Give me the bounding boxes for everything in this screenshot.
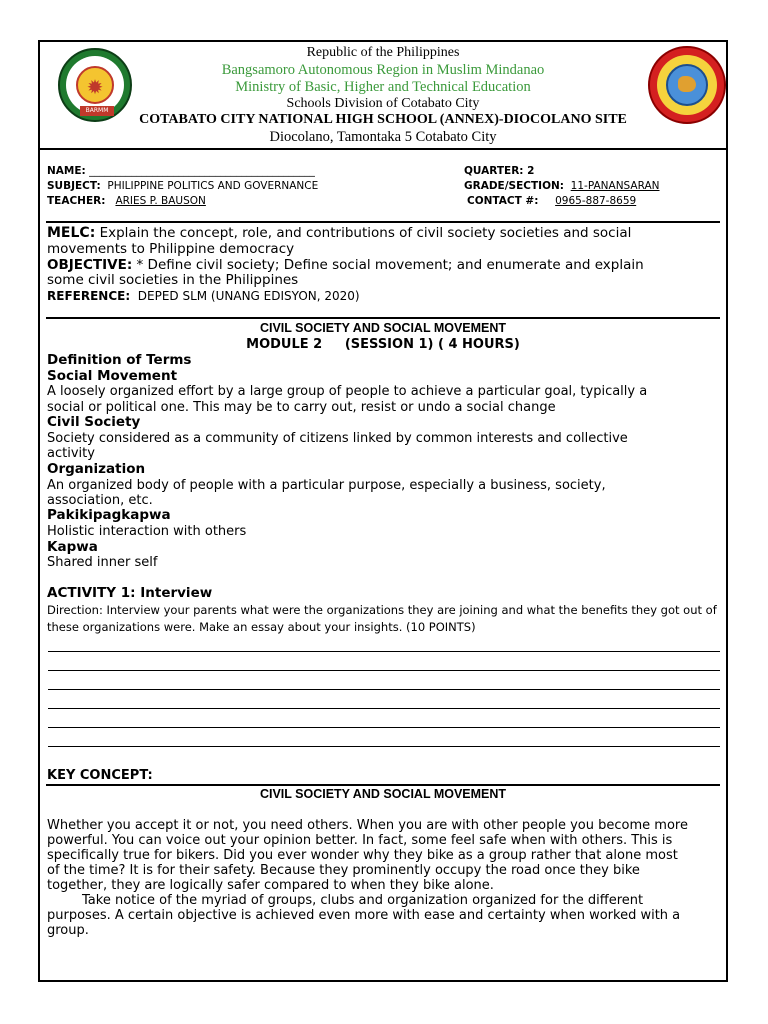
melc-line1: MELC: Explain the concept, role, and contributions of civil society societies and social [47,225,632,241]
para1-line1: Whether you accept it or not, you need others. When you are with other people you become more [47,818,688,833]
def-civil-society-2: activity [47,446,95,461]
module-title: CIVIL SOCIETY AND SOCIAL MOVEMENT [259,321,507,335]
key-concept-label: KEY CONCEPT: [47,768,153,783]
para1-line2: powerful. You can voice out your opinion better. In fact, some feel safe when with others. This is [47,833,673,848]
def-civil-society-1: Society considered as a community of citizens linked by common interests and collective [47,431,628,446]
page-border [38,40,728,982]
key-concept-divider [46,784,720,786]
answer-line[interactable] [48,651,720,652]
activity-direction-1: Direction: Interview your parents what were the organizations they are joining and what the benefits they got out of [47,603,717,617]
objective-line2: some civil societies in the Philippines [47,272,299,288]
header-republic: Republic of the Philippines [306,45,460,60]
term-pakikipagkapwa: Pakikipagkapwa [47,507,171,523]
para2-line3: group. [47,923,89,938]
def-pakikipagkapwa: Holistic interaction with others [47,524,247,539]
def-social-movement-1: A loosely organized effort by a large group of people to achieve a particular goal, typically a [47,384,648,399]
quarter-label: QUARTER: 2 [464,165,535,177]
term-social-movement: Social Movement [47,368,178,384]
melc-divider [46,317,720,319]
header-divider [40,148,726,150]
header-ministry: Ministry of Basic, Higher and Technical Education [235,79,531,95]
answer-line[interactable] [48,689,720,690]
subject-row: SUBJECT: PHILIPPINE POLITICS AND GOVERNANCE [47,180,319,192]
ministry-seal-logo: ✹ BARMM [58,48,132,122]
answer-line[interactable] [48,727,720,728]
contact-row: CONTACT #: 0965-887-8659 [467,195,637,207]
term-organization: Organization [47,461,146,477]
reference-row: REFERENCE: DEPED SLM (UNANG EDISYON, 2020) [47,289,360,303]
info-divider [46,221,720,223]
definitions-heading: Definition of Terms [47,352,192,368]
activity-title: ACTIVITY 1: Interview [47,585,213,601]
para1-line3: specifically true for bikers. Did you ever wonder why they bike as a group rather that alone most [47,848,678,863]
grade-row: GRADE/SECTION: 11-PANANSARAN [464,180,660,192]
header-address: Diocolano, Tamontaka 5 Cotabato City [269,129,497,145]
teacher-row: TEACHER: ARIES P. BAUSON [47,195,206,207]
def-social-movement-2: social or political one. This may be to carry out, resist or undo a social change [47,400,556,415]
def-organization-1: An organized body of people with a particular purpose, especially a business, society, [47,478,606,493]
def-organization-2: association, etc. [47,493,153,508]
para1-line4: of the time? It is for their safety. Because they prominently occupy the road once they bike [47,863,640,878]
name-blank[interactable]: ___________________________________________ [89,165,315,177]
activity-direction-2: these organizations were. Make an essay about your insights. (10 POINTS) [47,620,476,634]
para1-line5: together, they are logically safer compared to when they bike alone. [47,878,494,893]
def-kapwa: Shared inner self [47,555,158,570]
answer-line[interactable] [48,746,720,747]
melc-line2: movements to Philippine democracy [47,241,295,257]
header-division: Schools Division of Cotabato City [286,96,480,111]
para2-line1: Take notice of the myriad of groups, clubs and organization organized for the different [82,893,644,908]
module-subtitle: MODULE 2 (SESSION 1) ( 4 HOURS) [246,337,520,352]
answer-line[interactable] [48,670,720,671]
answer-line[interactable] [48,708,720,709]
name-row: NAME: ___________________________________________ [47,165,315,177]
term-civil-society: Civil Society [47,414,141,430]
header-region: Bangsamoro Autonomous Region in Muslim Mindanao [221,62,545,78]
term-kapwa: Kapwa [47,539,98,555]
key-concept-title: CIVIL SOCIETY AND SOCIAL MOVEMENT [259,787,507,801]
para2-line2: purposes. A certain objective is achieved even more with ease and certainty when worked with a [47,908,681,923]
objective-line1: OBJECTIVE: * Define civil society; Define social movement; and enumerate and explain [47,257,644,273]
header-school: COTABATO CITY NATIONAL HIGH SCHOOL (ANNEX)-DIOCOLANO SITE [139,112,627,127]
